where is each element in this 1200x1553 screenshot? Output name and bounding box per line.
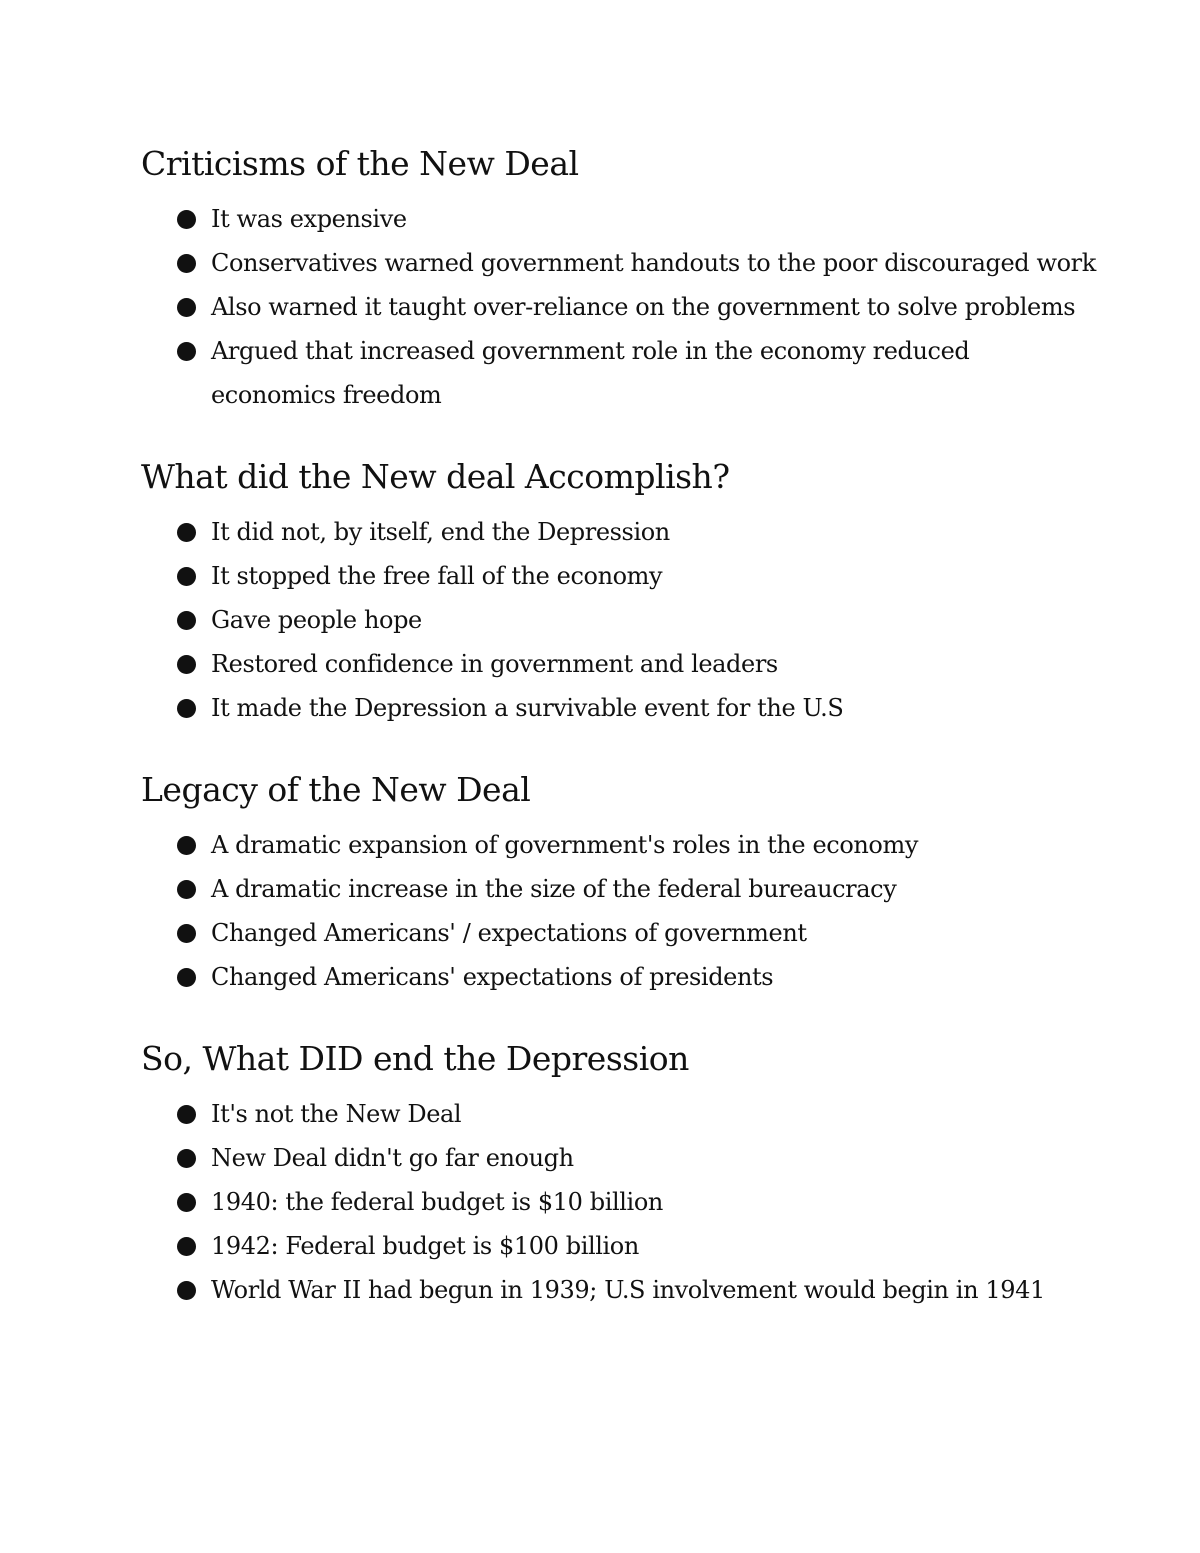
list-item [177,510,1101,554]
bullet-list [141,197,1101,417]
list-item [177,554,1101,598]
list-item-text: It stopped the free fall of the economy [211,562,663,590]
list-item-text: A dramatic increase in the size of the federal bureaucracy [211,875,897,903]
bullet-icon [177,836,196,855]
list-item-text: Also warned it taught over-reliance on the government to solve problems [211,293,1076,321]
bullet-icon [177,611,196,630]
section-accomplishments [141,453,1101,730]
list-item-text: Changed Americans' / expectations of government [211,919,807,947]
bullet-icon [177,567,196,586]
list-item [177,1092,1101,1136]
bullet-list [141,823,1101,999]
list-item-text: It's not the New Deal [211,1100,462,1128]
bullet-icon [177,1281,196,1300]
list-item-text: Conservatives warned government handouts to the poor discouraged work [211,249,1096,277]
bullet-icon [177,523,196,542]
section-heading: Criticisms of the New Deal [141,144,579,183]
list-item [177,642,1101,686]
bullet-icon [177,699,196,718]
list-item-text: A dramatic expansion of government's roles in the economy [211,831,918,859]
bullet-list [141,510,1101,730]
list-item-text: It made the Depression a survivable event for the U.S [211,694,844,722]
bullet-icon [177,968,196,987]
section-heading: So, What DID end the Depression [141,1039,689,1078]
list-item [177,329,1101,417]
list-item [177,867,1101,911]
list-item [177,197,1101,241]
bullet-icon [177,254,196,273]
list-item [177,1136,1101,1180]
list-item [177,686,1101,730]
bullet-icon [177,924,196,943]
list-item [177,241,1101,285]
bullet-icon [177,655,196,674]
section-legacy [141,766,1101,999]
document-page [141,140,1101,1312]
bullet-icon [177,1237,196,1256]
list-item-text: Argued that increased government role in the economy reduced economics freedom [211,337,970,409]
list-item [177,911,1101,955]
bullet-icon [177,298,196,317]
list-item-text: New Deal didn't go far enough [211,1144,574,1172]
section-heading: Legacy of the New Deal [141,770,531,809]
list-item [177,285,1101,329]
bullet-icon [177,1193,196,1212]
section-end-of-depression [141,1035,1101,1312]
list-item-text: World War II had begun in 1939; U.S involvement would begin in 1941 [211,1276,1045,1304]
list-item [177,955,1101,999]
bullet-icon [177,1105,196,1124]
list-item-text: It did not, by itself, end the Depression [211,518,670,546]
list-item [177,823,1101,867]
section-criticisms [141,140,1101,417]
list-item [177,1180,1101,1224]
bullet-icon [177,1149,196,1168]
list-item [177,1268,1101,1312]
list-item [177,598,1101,642]
list-item-text: Gave people hope [211,606,422,634]
bullet-list [141,1092,1101,1312]
list-item-text: 1942: Federal budget is $100 billion [211,1232,639,1260]
list-item-text: Changed Americans' expectations of presidents [211,963,774,991]
list-item-text: It was expensive [211,205,407,233]
bullet-icon [177,210,196,229]
list-item-text: 1940: the federal budget is $10 billion [211,1188,663,1216]
list-item [177,1224,1101,1268]
bullet-icon [177,880,196,899]
list-item-text: Restored confidence in government and leaders [211,650,778,678]
bullet-icon [177,342,196,361]
section-heading: What did the New deal Accomplish? [141,457,730,496]
